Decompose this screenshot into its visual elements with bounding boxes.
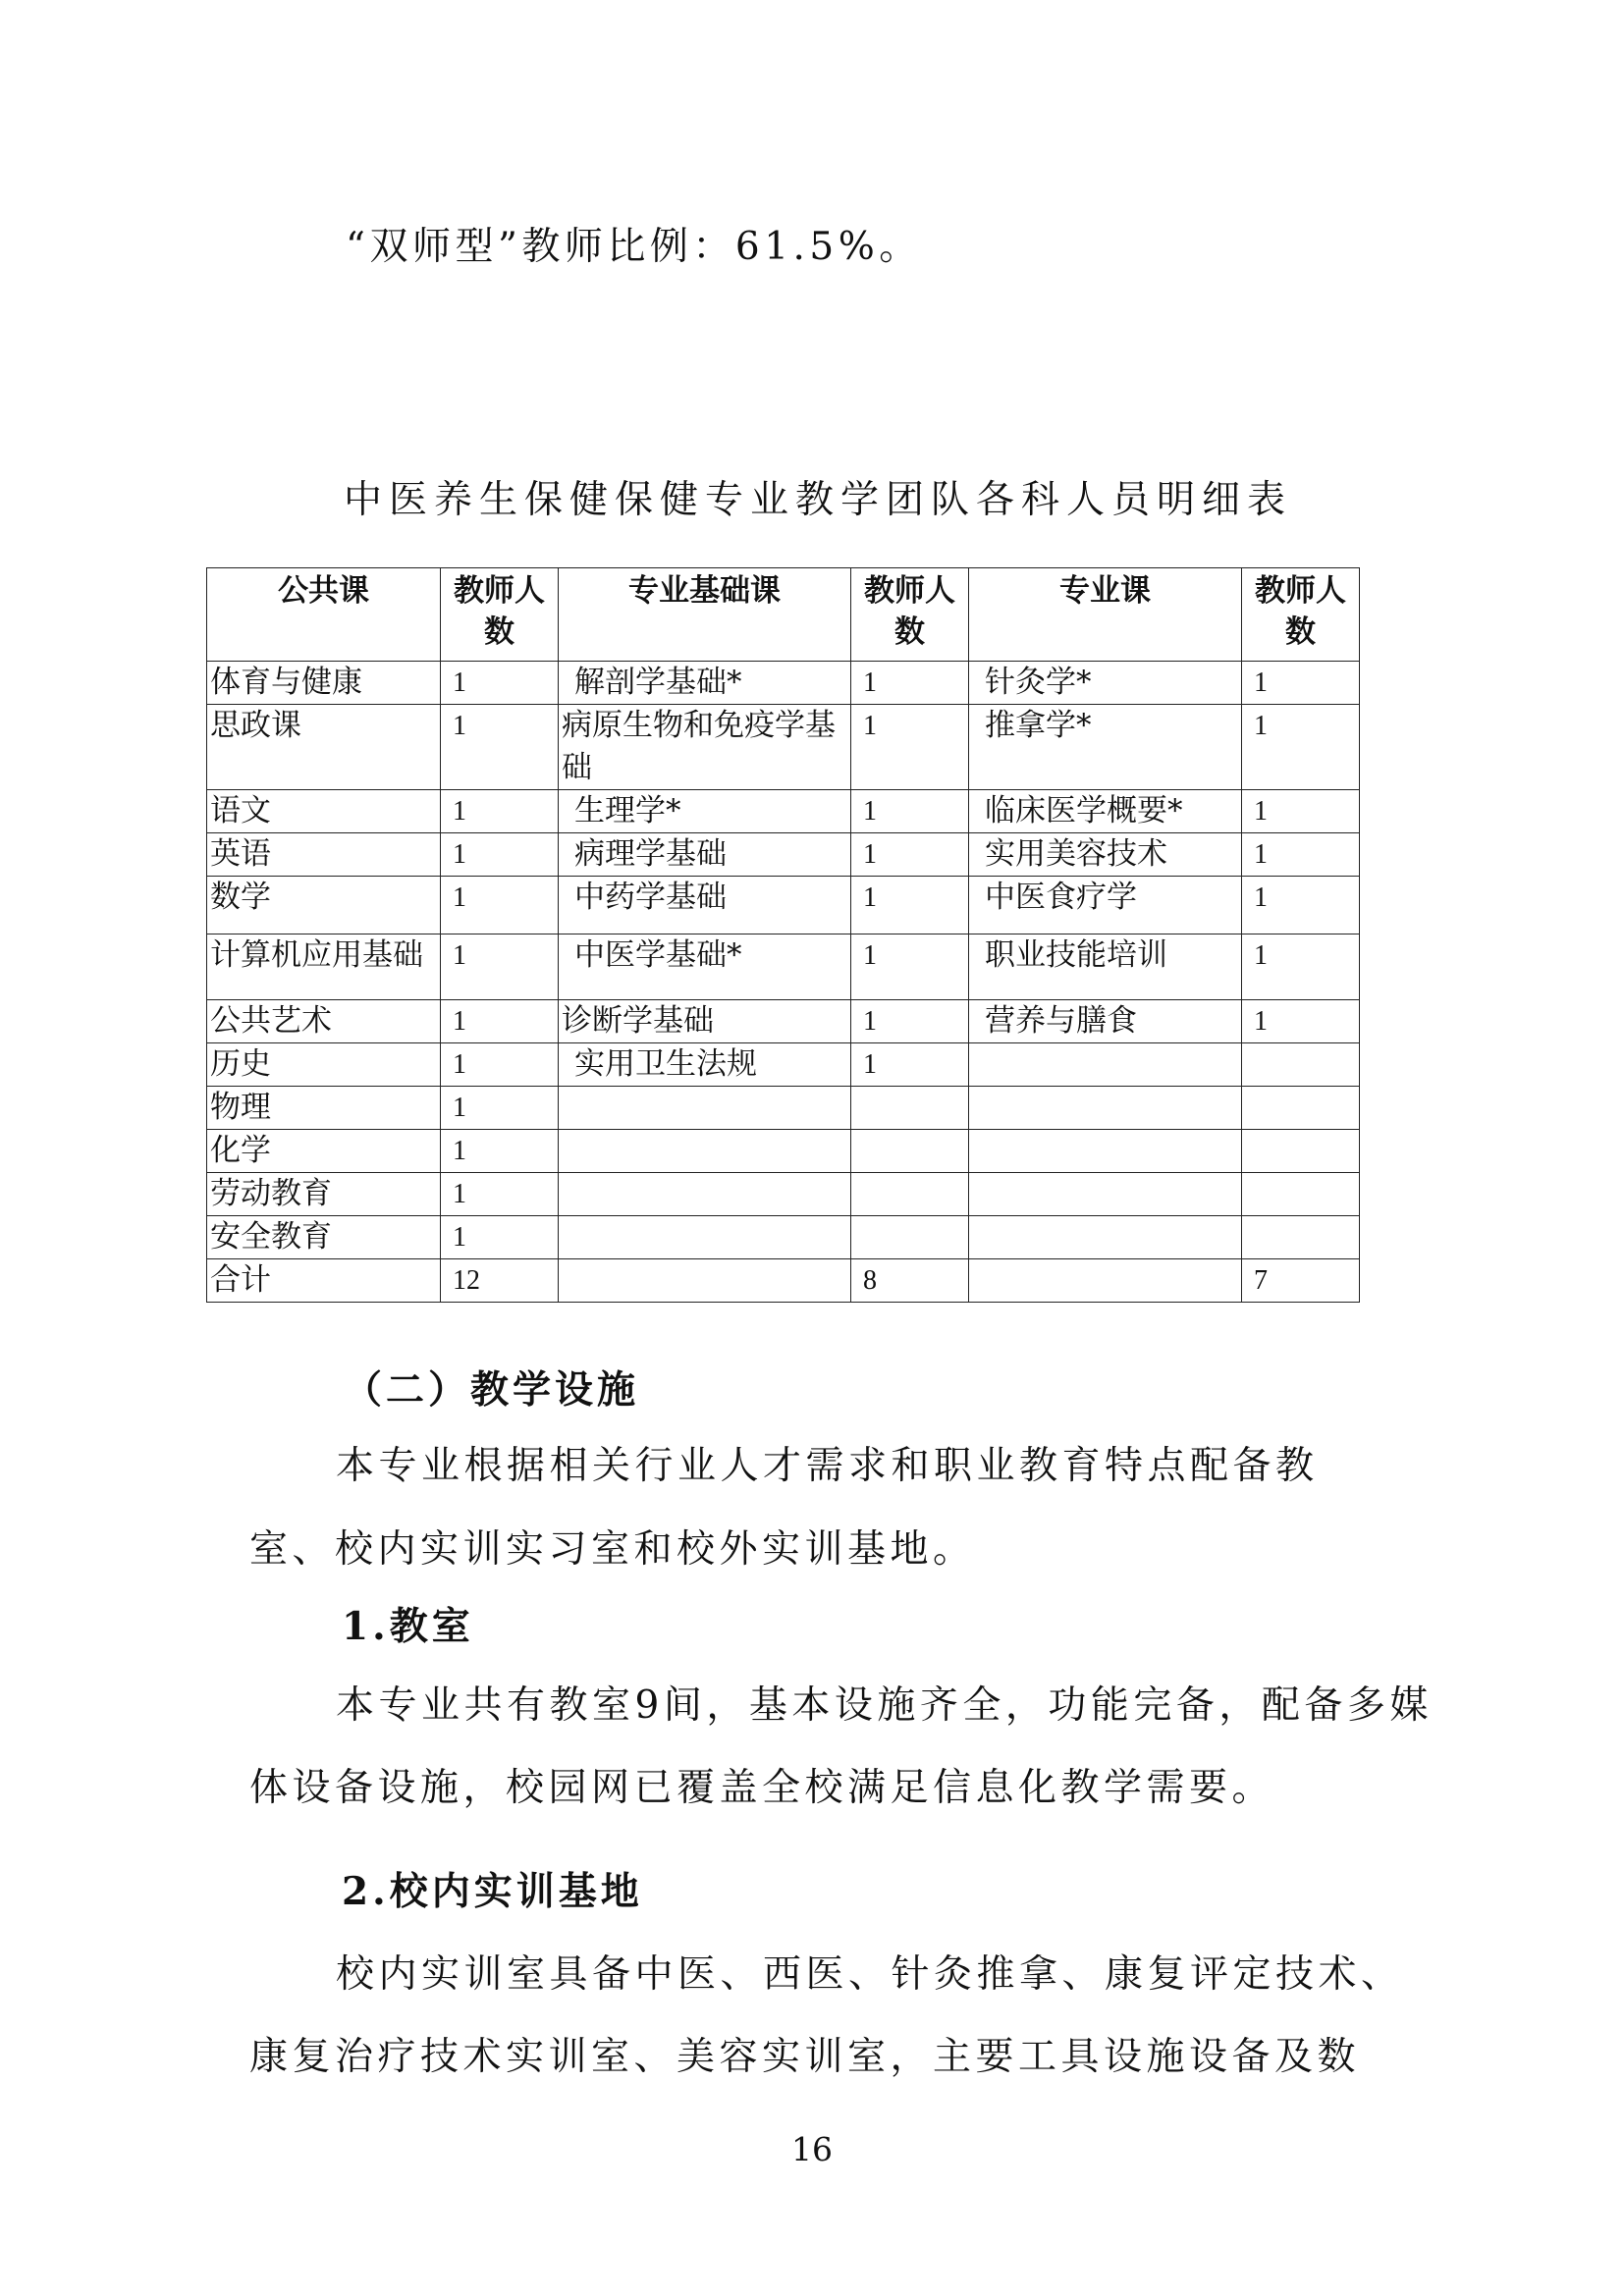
table-cell: 1	[1242, 705, 1360, 790]
table-cell	[1242, 1087, 1360, 1130]
table-row	[207, 662, 1360, 705]
table-cell: 1	[441, 1130, 559, 1173]
table-cell: 1	[441, 1173, 559, 1216]
header-basic-course: 专业基础课	[559, 568, 851, 662]
table-cell: 12	[441, 1259, 559, 1303]
table-row	[207, 1216, 1360, 1259]
table-cell: 体育与健康	[207, 662, 441, 705]
table-row	[207, 1043, 1360, 1087]
table-cell: 1	[1242, 833, 1360, 877]
table-cell: 1	[441, 1043, 559, 1087]
table-cell	[851, 1087, 969, 1130]
table-cell	[559, 705, 851, 790]
table-cell: 生理学*	[559, 790, 851, 833]
table-cell: 实用卫生法规	[559, 1043, 851, 1087]
table-cell: 1	[851, 790, 969, 833]
table-cell	[969, 1173, 1242, 1216]
table-cell: 1	[441, 833, 559, 877]
table-cell: 推拿学*	[969, 705, 1242, 790]
table-cell: 临床医学概要*	[969, 790, 1242, 833]
table-cell: 诊断学基础	[559, 1000, 851, 1043]
table-cell: 劳动教育	[207, 1173, 441, 1216]
table-cell	[559, 1087, 851, 1130]
table-cell: 7	[1242, 1259, 1360, 1303]
table-cell: 1	[851, 1043, 969, 1087]
table-cell: 历史	[207, 1043, 441, 1087]
table-cell	[969, 1259, 1242, 1303]
table-cell: 1	[441, 1087, 559, 1130]
table-row	[207, 1087, 1360, 1130]
table-cell: 1	[851, 934, 969, 1000]
table-cell	[559, 1130, 851, 1173]
header-teacher-count: 教师人数	[851, 568, 969, 662]
table-cell: 安全教育	[207, 1216, 441, 1259]
table-cell: 中药学基础	[559, 877, 851, 934]
table-cell: 针灸学*	[969, 662, 1242, 705]
table-cell: 1	[1242, 877, 1360, 934]
table-cell: 1	[851, 833, 969, 877]
paragraph-line: 室、校内实训实习室和校外实训基地。	[249, 1527, 976, 1572]
table-cell: 8	[851, 1259, 969, 1303]
table-cell	[969, 1130, 1242, 1173]
table-title: 中医养生保健保健专业教学团队各科人员明细表	[344, 478, 1293, 522]
table-cell: 1	[441, 662, 559, 705]
table-cell: 1	[851, 877, 969, 934]
table-row	[207, 877, 1360, 934]
table-cell: 中医学基础*	[559, 934, 851, 1000]
table-row	[207, 1000, 1360, 1043]
table-cell	[851, 1173, 969, 1216]
table-cell: 1	[1242, 934, 1360, 1000]
table-cell: 1	[441, 790, 559, 833]
table-cell	[1242, 1173, 1360, 1216]
table-cell: 1	[1242, 790, 1360, 833]
staff-table	[206, 567, 1360, 1303]
double-qualified-ratio: “双师型”教师比例：61.5%。	[346, 225, 922, 269]
paragraph-line: 本专业共有教室9间，基本设施齐全，功能完备，配备多媒	[336, 1683, 1433, 1728]
table-cell: 中医食疗学	[969, 877, 1242, 934]
table-row	[207, 790, 1360, 833]
table-cell: 公共艺术	[207, 1000, 441, 1043]
paragraph-line: 体设备设施，校园网已覆盖全校满足信息化教学需要。	[249, 1766, 1275, 1810]
table-cell: 语文	[207, 790, 441, 833]
table-cell: 1	[1242, 1000, 1360, 1043]
table-cell: 数学	[207, 877, 441, 934]
paragraph-line: 校内实训室具备中医、西医、针灸推拿、康复评定技术、	[336, 1952, 1404, 1997]
section-heading-training-base: 2.校内实训基地	[342, 1869, 643, 1914]
table-cell	[851, 1130, 969, 1173]
table-total-row	[207, 1259, 1360, 1303]
table-cell: 1	[1242, 662, 1360, 705]
table-cell: 计算机应用基础	[207, 934, 441, 1000]
table-cell: 职业技能培训	[969, 934, 1242, 1000]
header-teacher-count: 教师人数	[1242, 568, 1360, 662]
paragraph-line: 康复治疗技术实训室、美容实训室，主要工具设施设备及数	[249, 2035, 1361, 2079]
table-cell: 英语	[207, 833, 441, 877]
table-cell: 1	[441, 1000, 559, 1043]
table-cell: 物理	[207, 1087, 441, 1130]
table-cell	[1242, 1130, 1360, 1173]
table-cell	[969, 1216, 1242, 1259]
table-cell: 病理学基础	[559, 833, 851, 877]
table-cell: 1	[851, 705, 969, 790]
table-cell: 1	[441, 934, 559, 1000]
table-cell	[969, 1087, 1242, 1130]
table-cell: 化学	[207, 1130, 441, 1173]
table-cell: 1	[851, 1000, 969, 1043]
table-cell	[851, 1216, 969, 1259]
header-teacher-count: 教师人数	[441, 568, 559, 662]
table-row	[207, 833, 1360, 877]
table-cell-text: 病原生物和免疫学基础	[562, 708, 836, 785]
table-cell: 思政课	[207, 705, 441, 790]
section-heading-classroom: 1.教室	[342, 1604, 474, 1649]
table-row	[207, 1173, 1360, 1216]
table-cell	[559, 1173, 851, 1216]
table-cell: 营养与膳食	[969, 1000, 1242, 1043]
table-cell: 1	[441, 877, 559, 934]
table-cell	[1242, 1043, 1360, 1087]
table-cell	[559, 1216, 851, 1259]
table-cell: 1	[441, 1216, 559, 1259]
table-cell	[969, 1043, 1242, 1087]
table-cell	[559, 1259, 851, 1303]
table-cell: 1	[441, 705, 559, 790]
table-row	[207, 1130, 1360, 1173]
header-public-course: 公共课	[207, 568, 441, 662]
table-cell: 解剖学基础*	[559, 662, 851, 705]
paragraph-line: 本专业根据相关行业人才需求和职业教育特点配备教	[336, 1444, 1319, 1488]
table-cell: 实用美容技术	[969, 833, 1242, 877]
section-heading-facilities: （二）教学设施	[344, 1367, 640, 1413]
header-major-course: 专业课	[969, 568, 1242, 662]
table-row	[207, 705, 1360, 790]
page-number: 16	[791, 2130, 833, 2168]
table-cell: 1	[851, 662, 969, 705]
table-cell: 合计	[207, 1259, 441, 1303]
table-cell	[1242, 1216, 1360, 1259]
table-row	[207, 934, 1360, 1000]
table-header-row	[207, 568, 1360, 662]
